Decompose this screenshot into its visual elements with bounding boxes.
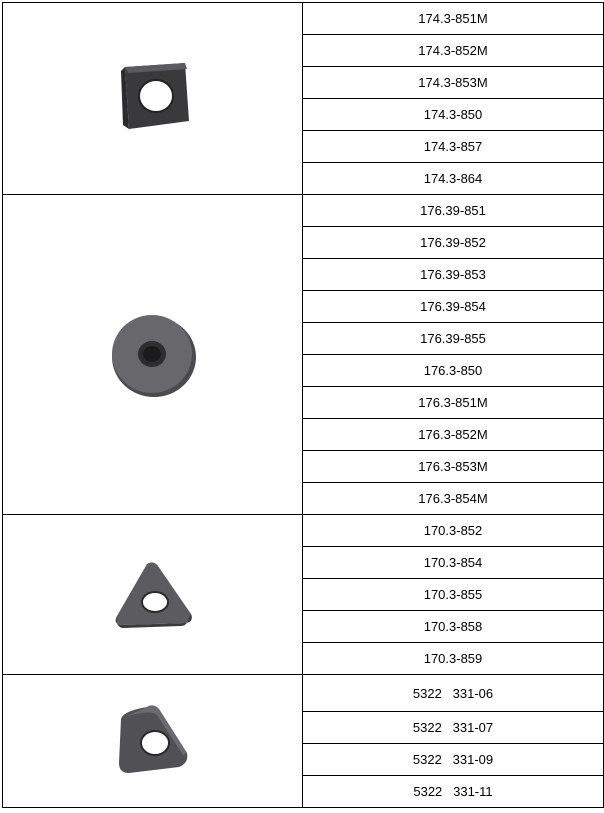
- table-row: [3, 515, 604, 547]
- table-row: [3, 675, 604, 712]
- part-number: 176.39-852: [303, 227, 604, 259]
- part-number: 174.3-850: [303, 99, 604, 131]
- part-number: 176.39-853: [303, 259, 604, 291]
- product-image-cell: [3, 3, 303, 195]
- table-row: [3, 195, 604, 227]
- part-number: 174.3-857: [303, 131, 604, 163]
- part-number: 170.3-852: [303, 515, 604, 547]
- part-number: 176.39-855: [303, 323, 604, 355]
- trigon-shim-icon: [113, 703, 193, 779]
- part-number: 170.3-859: [303, 643, 604, 675]
- table-row: [3, 3, 604, 35]
- triangle-shim-icon: [111, 560, 195, 630]
- part-number: 176.39-851: [303, 195, 604, 227]
- part-number: 5322 331-07: [303, 712, 604, 744]
- part-number: 174.3-853M: [303, 67, 604, 99]
- part-number: 170.3-854: [303, 547, 604, 579]
- part-number: 176.3-854M: [303, 483, 604, 515]
- part-number: 174.3-864: [303, 163, 604, 195]
- product-image-cell: [3, 515, 303, 675]
- part-number: 174.3-852M: [303, 35, 604, 67]
- part-number: 5322 331-11: [303, 776, 604, 808]
- part-number: 174.3-851M: [303, 3, 604, 35]
- part-number: 5322 331-09: [303, 744, 604, 776]
- part-number: 176.3-852M: [303, 419, 604, 451]
- part-number: 176.3-850: [303, 355, 604, 387]
- part-number: 170.3-855: [303, 579, 604, 611]
- part-number: 170.3-858: [303, 611, 604, 643]
- part-number: 5322 331-06: [303, 675, 604, 712]
- product-image-cell: [3, 195, 303, 515]
- product-image-cell: [3, 675, 303, 808]
- square-shim-icon: [113, 59, 193, 139]
- part-number: 176.3-853M: [303, 451, 604, 483]
- part-number: 176.3-851M: [303, 387, 604, 419]
- shim-catalog-table: [2, 2, 604, 808]
- part-number: 176.39-854: [303, 291, 604, 323]
- round-shim-icon: [108, 310, 198, 400]
